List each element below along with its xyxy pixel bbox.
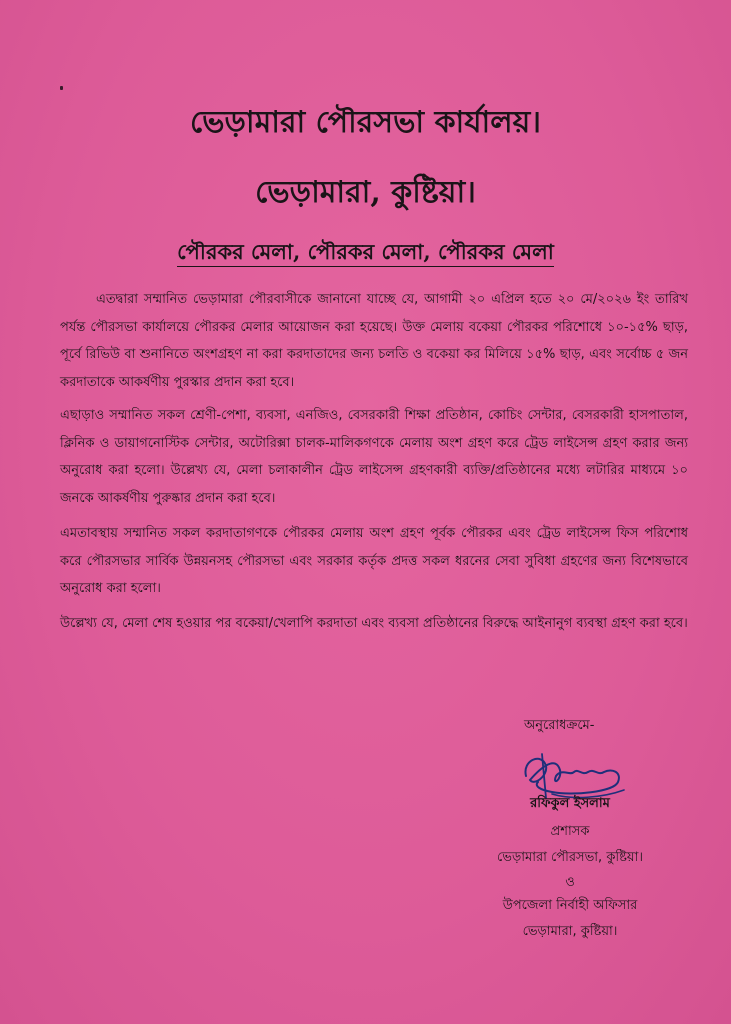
notice-subject: [0, 236, 731, 271]
signatory-role-2: উপজেলা নির্বাহী অফিসার: [502, 898, 638, 913]
notice-subject-text: পৌরকর মেলা, পৌরকর মেলা, পৌরকর মেলা: [177, 239, 554, 267]
office-location: ভেড়ামারা, কুষ্টিয়া।: [255, 175, 476, 210]
signatory-organization: ভেড়ামারা পৌরসভা, কুষ্টিয়া।: [496, 850, 643, 865]
closing-text: অনুরোধক্রমে-: [524, 718, 595, 733]
paragraph-2: এছাড়াও সম্মানিত সকল শ্রেণী-পেশা, ব্যবসা, এনজিও, বেসরকারী শিক্ষা প্রতিষ্ঠান, কোচিং সেন্টার, বেসরকারী হাসপাতাল, ক্লিনিক ও ডায়াগনোস্টিক সেন্টার, অটোরিক্সা চালক-মালিকগণকে মেলায় অংশ গ্রহণ করে ট্রেড লাইসেন্স গ্রহণ করার জন্য অনুরোধ করা হলো। উল্লেখ্য যে, মেলা চলাকালীন ট্রেড লাইসেন্স গ্রহণকারী ব্যক্তি/প্রতিষ্ঠানের মধ্যে লটারির মাধ্যমে ১০ জনকে আকর্ষণীয় পুরুষ্কার প্রদান করা হবে।: [60, 408, 688, 506]
paper-speck: [60, 86, 63, 90]
signatory-name: রফিকুল ইসলাম: [530, 796, 610, 811]
signatory-role: প্রশাসক: [550, 824, 590, 839]
office-title: ভেড়ামারা পৌরসভা কার্যালয়।: [189, 105, 541, 140]
paragraph-3: এমতাবস্থায় সম্মানিত সকল করদাতাগণকে পৌরকর মেলায় অংশ গ্রহণ পূর্বক পৌরকর এবং ট্রেড লাইসেন্স ফিস পরিশোধ করে পৌরসভার সার্বিক উন্নয়নসহ পৌরসভা এবং সরকার কর্তৃক প্রদত্ত সকল ধরনের সেবা সুবিধা গ্রহণের জন্য বিশেষভাবে অনুরোধ করা হলো।: [60, 526, 688, 596]
signatory-organization-2: ভেড়ামারা, কুষ্টিয়া।: [522, 924, 618, 939]
signatory-conjunction: ও: [565, 875, 575, 890]
paragraph-1: এতদ্বারা সম্মানিত ভেড়ামারা পৌরবাসীকে জানানো যাচ্ছে যে, আগামী ২০ এপ্রিল হতে ২০ মে/২০২৬ ইং তারিখ পর্যন্ত পৌরসভা কার্যালয়ে পৌরকর মেলার আয়োজন করা হয়েছে। উক্ত মেলায় বকেয়া পৌরকর পরিশোধে ১০-১৫% ছাড়, পূর্বে রিভিউ বা শুনানিতে অংশগ্রহণ না করা করদাতাদের জন্য চলতি ও বকেয়া কর মিলিয়ে ১৫% ছাড়, এবং সর্বোচ্চ ৫ জন করদাতাকে আকর্ষণীয় পুরস্কার প্রদান করা হবে।: [60, 292, 688, 390]
paragraph-4: উল্লেখ্য যে, মেলা শেষ হওয়ার পর বকেয়া/খেলাপি করদাতা এবং ব্যবসা প্রতিষ্ঠানের বিরুদ্ধে আইনানুগ ব্যবস্থা গ্রহণ করা হবে।: [60, 616, 688, 631]
